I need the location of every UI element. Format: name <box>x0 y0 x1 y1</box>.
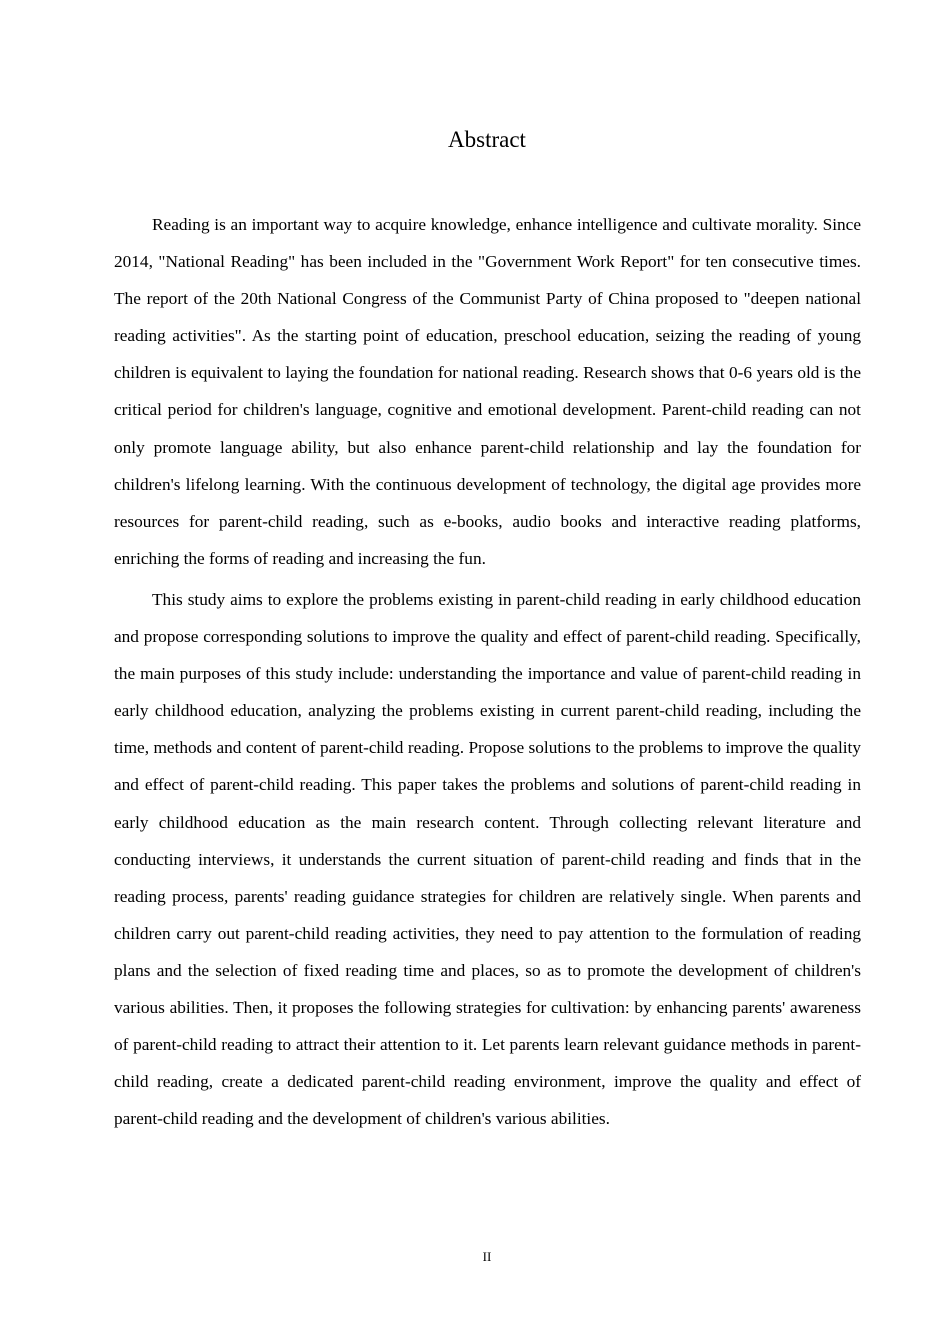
abstract-paragraph-2: This study aims to explore the problems existing in parent-child reading in early childhood education and propose corresponding solutions to improve the quality and effect of parent-child reading. Specifically, the main purposes of this study include: understanding the importance and value of parent-child reading in early childhood education, analyzing the problems existing in current parent-child reading, including the time, methods and content of parent-child reading. Propose solutions to the problems to improve the quality and effect of parent-child reading. This paper takes the problems and solutions of parent-child reading in early childhood education as the main research content. Through collecting relevant literature and conducting interviews, it understands the current situation of parent-child reading and finds that in the reading process, parents' reading guidance strategies for children are relatively single. When parents and children carry out parent-child reading activities, they need to pay attention to the formulation of reading plans and the selection of fixed reading time and places, so as to promote the development of children's various abilities. Then, it proposes the following strategies for cultivation: by enhancing parents' awareness of parent-child reading to attract their attention to it. Let parents learn relevant guidance methods in parent-child reading, create a dedicated parent-child reading environment, improve the quality and effect of parent-child reading and the development of children's various abilities. <box>114 589 861 1129</box>
page-number: II <box>482 1249 492 1264</box>
page-title: Abstract <box>448 127 526 152</box>
abstract-body <box>114 206 861 1137</box>
abstract-paragraph-1: Reading is an important way to acquire knowledge, enhance intelligence and cultivate morality. Since 2014, "National Reading" has been included in the "Government Work Report" for ten consecutive times. The report of the 20th National Congress of the Communist Party of China proposed to "deepen national reading activities". As the starting point of education, preschool education, seizing the reading of young children is equivalent to laying the foundation for national reading. Research shows that 0-6 years old is the critical period for children's language, cognitive and emotional development. Parent-child reading can not only promote language ability, but also enhance parent-child relationship and lay the foundation for children's lifelong learning. With the continuous development of technology, the digital age provides more resources for parent-child reading, such as e-books, audio books and interactive reading platforms, enriching the forms of reading and increasing the fun. <box>114 215 861 568</box>
